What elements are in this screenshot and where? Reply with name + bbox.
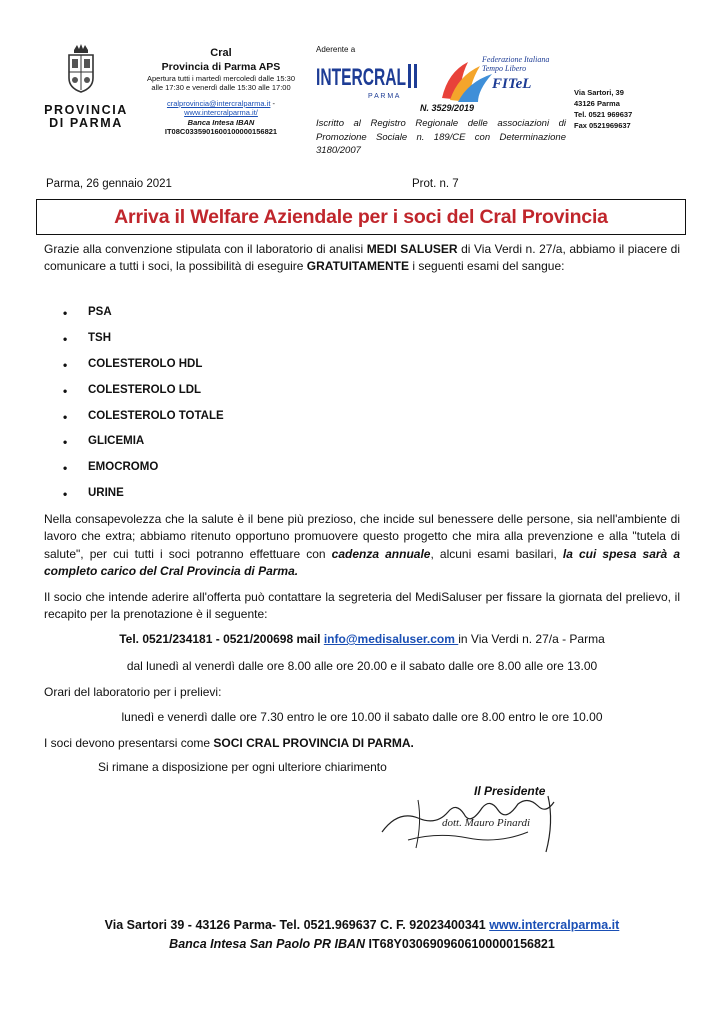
bullet-icon: • xyxy=(63,435,68,450)
intercral-logo xyxy=(316,58,434,102)
awareness-text-1: Nella consapevolezza che la salute è il bene più prezioso, che incide sul benessere delle persone, sia nell'ambiente di lavoro che extra; abbiamo ritenuto opportuno promuovere questo progetto che mira alla prevenzione e alla "tutela di salute", per cui tutti i soci potranno effettuare con xyxy=(44,512,680,561)
cral-subtitle: Provincia di Parma APS xyxy=(161,61,281,73)
closing-line: Si rimane a disposizione per ogni ulteriore chiarimento xyxy=(98,760,387,774)
address-line: 43126 Parma xyxy=(574,99,620,108)
signature-name: dott. Mauro Pinardi xyxy=(442,817,531,829)
title-box xyxy=(36,199,686,235)
lab-name: MEDI SALUSER xyxy=(366,242,458,256)
contact-phones: Tel. 0521/234181 - 0521/200698 mail xyxy=(119,632,324,646)
footer-bank-label: Banca Intesa San Paolo PR IBAN xyxy=(169,937,366,951)
website-separator: - xyxy=(270,98,276,108)
exam-name: URINE xyxy=(88,487,124,500)
address-line: Fax 0521969637 xyxy=(574,121,631,130)
fitel-brand: FITeL xyxy=(492,76,532,92)
opening-hours: Apertura tutti i martedì mercoledì dalle 15:30 alle 17:30 e venerdì dalle 15:30 alle 17:00 xyxy=(147,74,295,93)
list-item xyxy=(63,358,224,384)
footer-bank-line xyxy=(0,937,724,951)
province-name-line2: DI PARMA xyxy=(49,116,123,130)
bullet-icon: • xyxy=(63,461,68,476)
bullet-icon: • xyxy=(63,357,68,372)
contact-mail-link[interactable]: info@medisaluser.com xyxy=(323,632,459,646)
list-item xyxy=(63,435,224,461)
aderente-label: Aderente a xyxy=(316,45,356,54)
handwritten-signature xyxy=(378,792,564,866)
contact-line xyxy=(44,632,680,646)
list-item xyxy=(63,461,224,487)
protocol-number: Prot. n. 7 xyxy=(412,178,459,190)
intro-text-1: Grazie alla convenzione stipulata con il laboratorio di analisi xyxy=(44,242,367,256)
cral-email-link[interactable]: cralprovincia@intercralparma.it xyxy=(166,98,271,108)
intercral-logo-sub: P A R M A xyxy=(368,93,400,100)
province-crest-logo xyxy=(66,42,96,94)
lab-hours: lunedì e venerdì dalle ore 7.30 entro le ore 10.00 il sabato dalle ore 8.00 entro le ore 10.00 xyxy=(121,710,603,724)
bullet-icon: • xyxy=(63,487,68,502)
letter-date: Parma, 26 gennaio 2021 xyxy=(46,178,172,190)
registry-text: Iscritto al Registro Regionale delle associazioni di Promozione Sociale n. 189/CE con Determinazione 3180/2007 xyxy=(316,118,566,156)
bullet-icon: • xyxy=(63,306,68,320)
bullet-icon: • xyxy=(63,383,68,398)
footer-website-link[interactable]: www.intercralparma.it xyxy=(489,918,620,932)
province-name xyxy=(36,104,136,130)
footer-address: Via Sartori 39 - 43126 Parma- Tel. 0521.969637 C. F. 92023400341 xyxy=(104,918,490,932)
letter-title: Arriva il Welfare Aziendale per i soci del Cral Provincia xyxy=(114,205,608,228)
registration-number: N. 3529/2019 xyxy=(420,103,475,113)
exam-name: EMOCROMO xyxy=(88,461,159,474)
list-item xyxy=(63,384,224,410)
intro-text-3: i seguenti esami del sangue: xyxy=(409,259,565,274)
address-line: Tel. 0521 969637 xyxy=(574,110,633,119)
lab-hours-label: Orari del laboratorio per i prelievi: xyxy=(44,685,222,699)
cral-website-link[interactable]: www.intercralparma.it/ xyxy=(184,108,258,118)
intro-text-2: di Via Verdi n. 27/a, abbiamo il piacere di comunicare a tutti i soci, la possibilità di eseguire xyxy=(44,242,680,274)
footer-iban: IT68Y0306909606100000156821 xyxy=(365,937,555,951)
fitel-logo xyxy=(438,52,548,104)
list-item xyxy=(63,306,224,332)
present-highlight: SOCI CRAL PROVINCIA DI PARMA. xyxy=(213,736,414,750)
exam-name: COLESTEROLO TOTALE xyxy=(88,409,224,422)
list-item xyxy=(63,332,224,358)
exam-name: PSA xyxy=(88,306,112,318)
contact-paragraph: Il socio che intende aderire all'offerta può contattare la segreteria del MediSaluser per fissare la giornata del prelievo, il recapito per la prenotazione è il seguente: xyxy=(44,590,680,622)
exam-name: COLESTEROLO LDL xyxy=(88,383,202,396)
fitel-line2: Tempo Libero xyxy=(482,64,527,73)
list-item xyxy=(63,410,224,436)
booking-hours: dal lunedì al venerdì dalle ore 8.00 alle ore 20.00 e il sabato dalle ore 8.00 alle ore 13.00 xyxy=(126,659,598,673)
cral-title: Cral xyxy=(210,47,232,59)
signature-role: Il Presidente xyxy=(474,784,546,798)
bullet-icon: • xyxy=(63,409,68,424)
intro-paragraph xyxy=(44,241,680,276)
awareness-text-2: , alcuni esami basilari, xyxy=(430,546,563,561)
exam-name: GLICEMIA xyxy=(88,435,145,448)
cadence-highlight: cadenza annuale xyxy=(331,546,431,561)
exam-name: COLESTEROLO HDL xyxy=(88,357,203,370)
cost-highlight: la cui spesa sarà a completo carico del Cral Provincia di Parma. xyxy=(44,546,680,579)
bullet-icon: • xyxy=(63,331,68,346)
province-name-line1: PROVINCIA xyxy=(44,103,128,117)
fitel-line1: Federazione Italiana xyxy=(482,55,550,64)
address-block xyxy=(574,87,654,131)
footer-address-line xyxy=(0,918,724,932)
address-line: Via Sartori, 39 xyxy=(574,88,624,97)
bank-iban: IT08C0335901600100000156821 xyxy=(164,127,278,137)
contact-place: in Via Verdi n. 27/a - Parma xyxy=(458,632,605,646)
exam-name: TSH xyxy=(88,331,111,344)
list-item xyxy=(63,487,224,513)
present-paragraph xyxy=(44,735,680,752)
bank-label: Banca Intesa IBAN xyxy=(187,117,255,127)
cral-info-block xyxy=(146,46,296,136)
present-text: I soci devono presentarsi come xyxy=(44,736,214,750)
intercral-logo-text: INTERCRAL xyxy=(316,64,406,91)
free-highlight: GRATUITAMENTE xyxy=(306,259,410,274)
exam-list xyxy=(63,306,224,513)
awareness-paragraph xyxy=(44,511,680,581)
